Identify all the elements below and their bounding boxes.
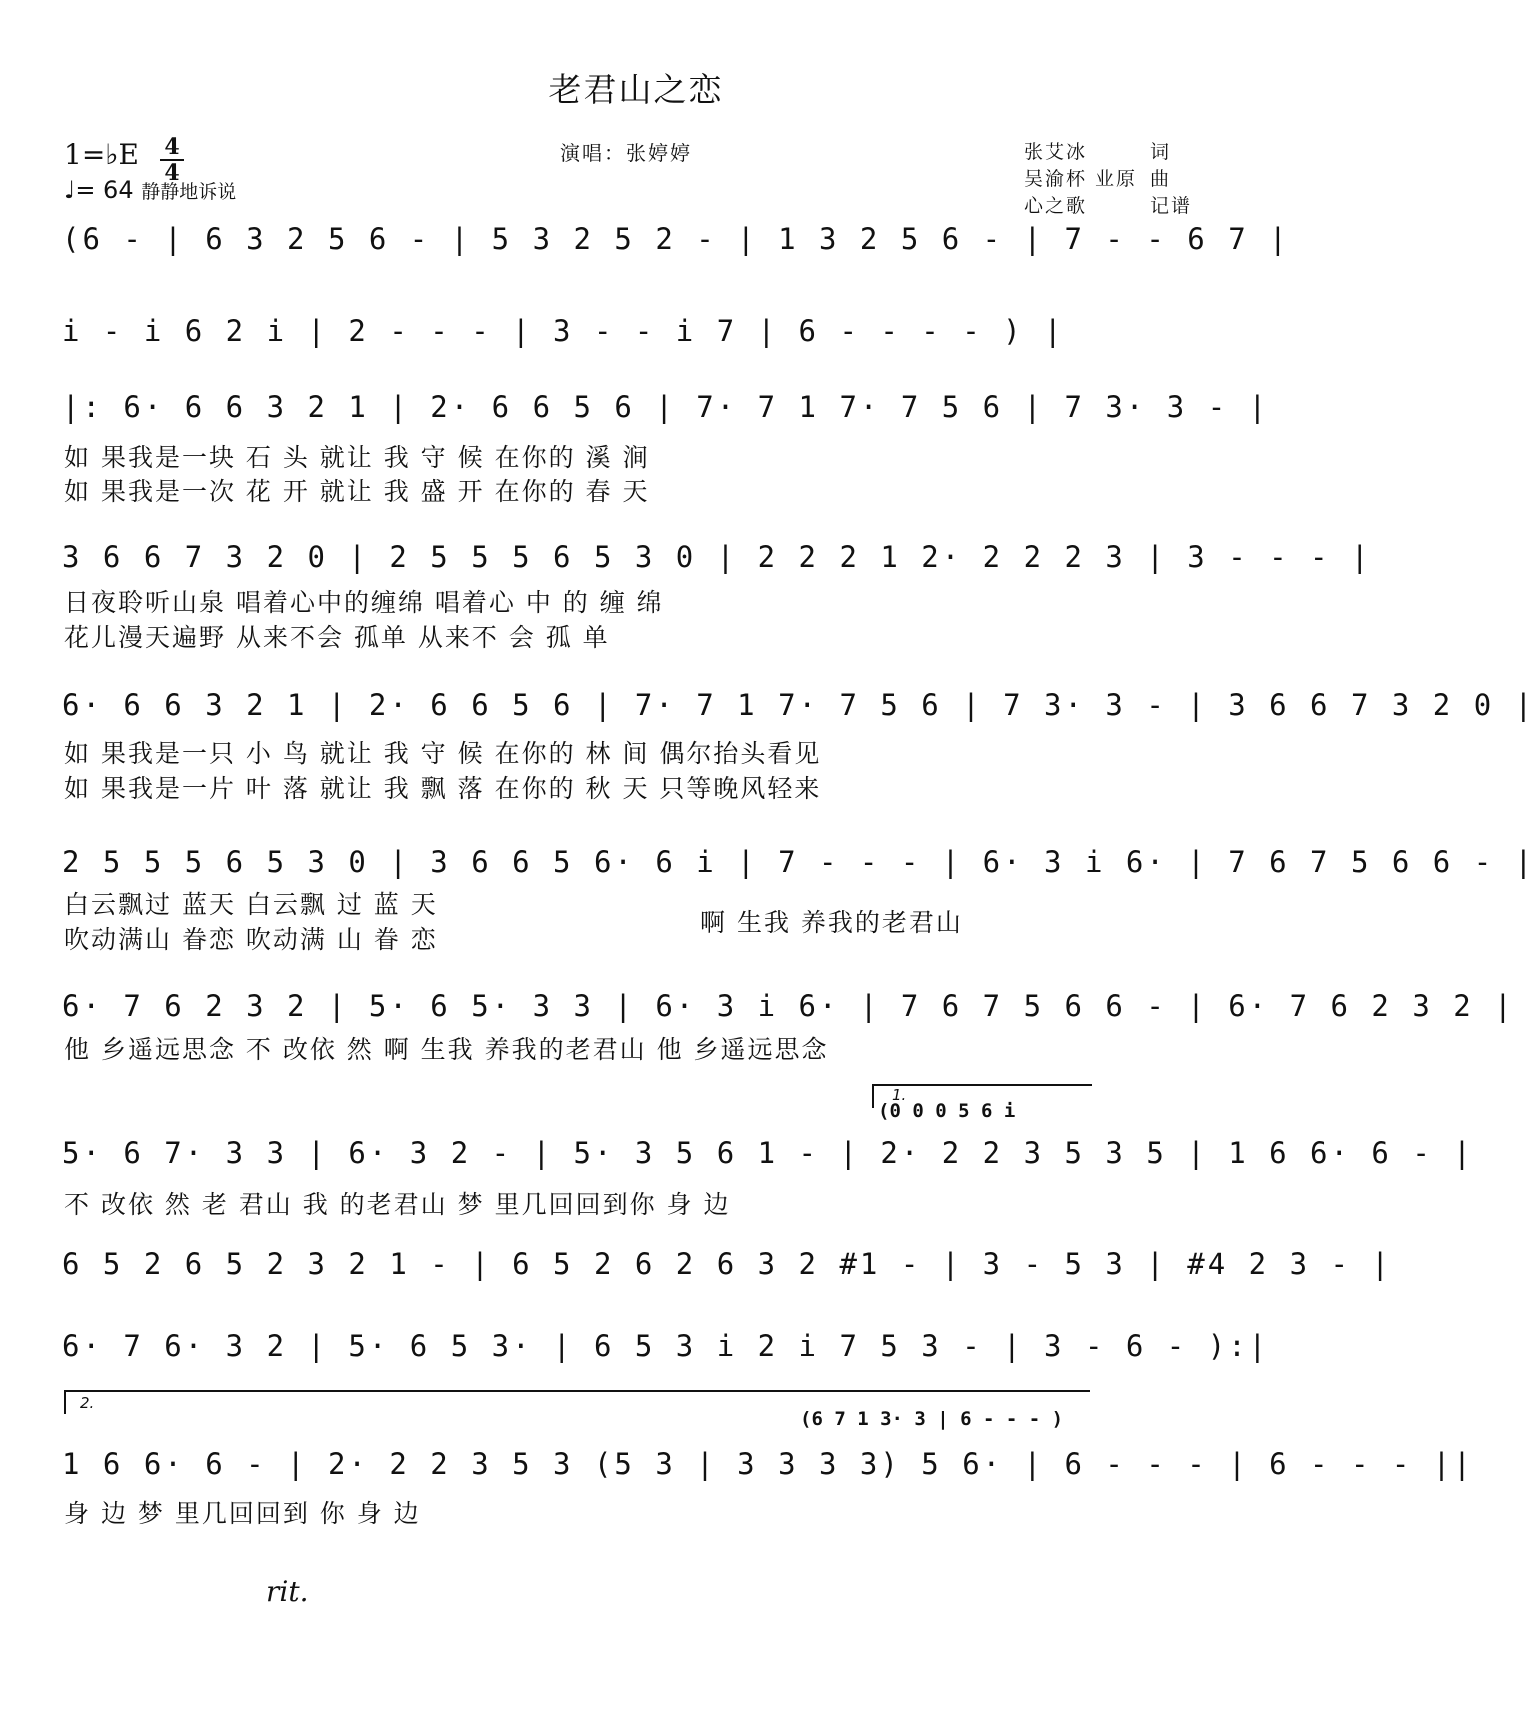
lyric-line: 如 果我是一块 石 头 就让 我 守 候 在你的 溪 涧 [64, 443, 650, 472]
singer-credit: 演唱：张婷婷 [560, 141, 692, 165]
staff-line: 6 5 2 6 5 2 3 2 1 - | 6 5 2 6 2 6 3 2 #1 - | 3 - 5 3 | #4 2 3 - | [62, 1247, 1392, 1281]
first-ending-notes: (0 0 0 5 6 i [878, 1100, 1016, 1122]
lyric-line: 不 改依 然 老 君山 我 的老君山 梦 里几回回到你 身 边 [64, 1190, 731, 1219]
credit-transcriber: 心之歌 记谱 [1024, 195, 1193, 217]
staff-line: 6· 7 6· 3 2 | 5· 6 5 3· | 6 5 3 i 2 i 7 5 3 - | 3 - 6 - ):| [62, 1329, 1270, 1363]
lyric-line: 花儿漫天遍野 从来不会 孤单 从来不 会 孤 单 [64, 623, 610, 652]
staff-line: i - i 6 2 i | 2 - - - | 3 - - i 7 | 6 - - - - ) | [62, 314, 1065, 348]
lyric-line: 他 乡遥远思念 不 改依 然 啊 生我 养我的老君山 他 乡遥远思念 [64, 1035, 829, 1064]
credit-lyricist: 张艾冰 词 [1024, 141, 1172, 163]
staff-line: (6 - | 6 3 2 5 6 - | 5 3 2 5 2 - | 1 3 2 5 6 - | 7 - - 6 7 | [62, 222, 1290, 256]
staff-line: 1 6 6· 6 - | 2· 2 2 3 5 3 (5 3 | 3 3 3 3) 5 6· | 6 - - - | 6 - - - || [62, 1447, 1474, 1481]
credit-composer: 吴渝杯 业原 曲 [1024, 168, 1172, 190]
lyric-line: 如 果我是一只 小 鸟 就让 我 守 候 在你的 林 间 偶尔抬头看见 [64, 739, 822, 768]
staff-line: 6· 7 6 2 3 2 | 5· 6 5· 3 3 | 6· 3 i 6· | 7 6 7 5 6 6 - | 6· 7 6 2 3 2 | [62, 989, 1515, 1023]
key-signature: 1=♭E [64, 138, 139, 171]
staff-line: |: 6· 6 6 3 2 1 | 2· 6 6 5 6 | 7· 7 1 7· 7 5 6 | 7 3· 3 - | [62, 390, 1270, 424]
tempo-marking [64, 176, 236, 204]
first-ending-mark: 1. [892, 1086, 907, 1104]
lyric-line: 吹动满山 眷恋 吹动满 山 眷 恋 [64, 925, 438, 954]
meter-bottom: 4 [164, 160, 180, 186]
lyric-line: 如 果我是一次 花 开 就让 我 盛 开 在你的 春 天 [64, 477, 650, 506]
song-title: 老君山之恋 [548, 70, 724, 109]
staff-line: 2 5 5 5 6 5 3 0 | 3 6 6 5 6· 6 i | 7 - - - | 6· 3 i 6· | 7 6 7 5 6 6 - | [62, 845, 1535, 879]
second-ending-notes: (6 7 1 3· 3 | 6 - - - ) [800, 1408, 1064, 1430]
staff-line: 3 6 6 7 3 2 0 | 2 5 5 5 6 5 3 0 | 2 2 2 1 2· 2 2 2 3 | 3 - - - | [62, 540, 1372, 574]
lyric-line: 白云飘过 蓝天 白云飘 过 蓝 天 [64, 890, 438, 919]
tempo-value: ♩= 64 [64, 176, 134, 204]
credits-block [1024, 137, 1193, 218]
meter-top: 4 [164, 134, 180, 160]
staff-line: 6· 6 6 3 2 1 | 2· 6 6 5 6 | 7· 7 1 7· 7 5 6 | 7 3· 3 - | 3 6 6 7 3 2 0 | [62, 688, 1535, 722]
ritardando-marking: rit. [266, 1575, 309, 1608]
lyric-line: 日夜聆听山泉 唱着心中的缠绵 唱着心 中 的 缠 绵 [64, 588, 664, 617]
second-ending-mark: 2. [80, 1394, 95, 1412]
staff-line: 5· 6 7· 3 3 | 6· 3 2 - | 5· 3 5 6 1 - | 2· 2 2 3 5 3 5 | 1 6 6· 6 - | [62, 1136, 1474, 1170]
interlude-lyric: 啊 生我 养我的老君山 [700, 908, 963, 937]
mood-marking: 静静地诉说 [141, 181, 237, 203]
lyric-line: 如 果我是一片 叶 落 就让 我 飘 落 在你的 秋 天 只等晚风轻来 [64, 774, 822, 803]
lyric-line: 身 边 梦 里几回回到 你 身 边 [64, 1499, 421, 1528]
